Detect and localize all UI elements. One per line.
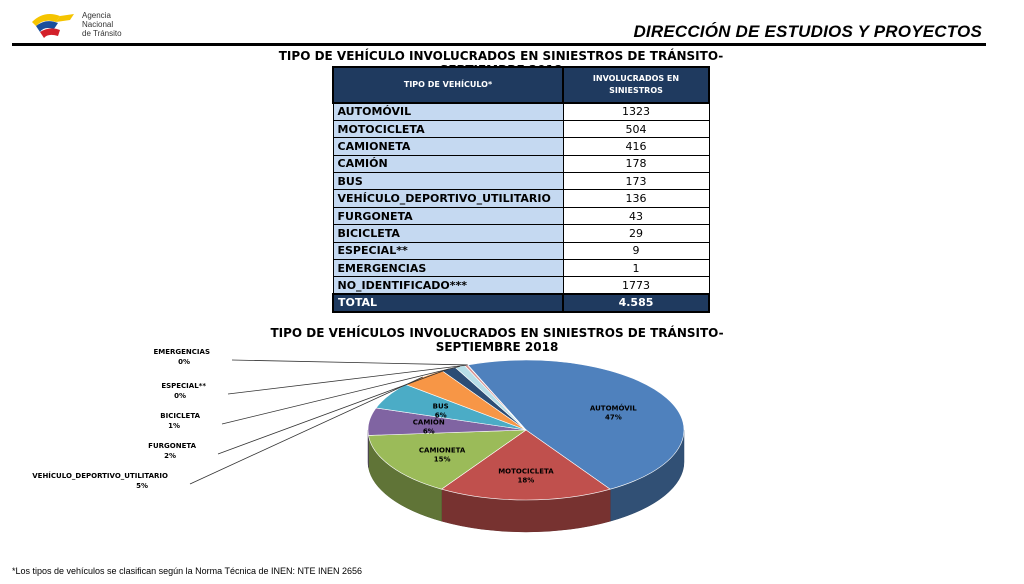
table-row bbox=[333, 120, 709, 137]
pie-percent-6: 2% bbox=[164, 452, 176, 460]
table-header-row bbox=[333, 67, 709, 103]
pie-percent-1: 18% bbox=[517, 476, 535, 485]
table-cell-type: ESPECIAL** bbox=[333, 242, 563, 259]
pie-label-1: MOTOCICLETA bbox=[498, 467, 554, 476]
table-cell-type: NO_IDENTIFICADO*** bbox=[333, 277, 563, 294]
pie-percent-8: 0% bbox=[174, 392, 186, 400]
pie-percent-7: 1% bbox=[168, 422, 180, 430]
callout-line-9 bbox=[232, 360, 468, 365]
pie-percent-4: 6% bbox=[434, 411, 447, 420]
pie-label-0: AUTOMÓVIL bbox=[589, 404, 637, 413]
department-title: DIRECCIÓN DE ESTUDIOS Y PROYECTOS bbox=[633, 22, 982, 41]
table-row bbox=[333, 225, 709, 242]
agency-logo-icon bbox=[30, 8, 80, 42]
pie-label-2: CAMIONETA bbox=[418, 446, 466, 455]
table-row bbox=[333, 155, 709, 172]
table-cell-value: 1773 bbox=[563, 277, 709, 294]
table-cell-value: 1 bbox=[563, 260, 709, 277]
table-cell-value: 1323 bbox=[563, 103, 709, 120]
table-row bbox=[333, 173, 709, 190]
pie-label-3: CAMIÓN bbox=[412, 418, 445, 427]
table-cell-value: 416 bbox=[563, 138, 709, 155]
table-cell-value: 136 bbox=[563, 190, 709, 207]
pie-percent-3: 6% bbox=[422, 427, 435, 436]
table-cell-type: CAMIONETA bbox=[333, 138, 563, 155]
table-cell-type: BUS bbox=[333, 173, 563, 190]
table-cell-type: EMERGENCIAS bbox=[333, 260, 563, 277]
table-cell-value: 9 bbox=[563, 242, 709, 259]
pie-percent-2: 15% bbox=[433, 455, 451, 464]
table-row bbox=[333, 207, 709, 224]
pie-label-6: FURGONETA bbox=[148, 442, 196, 450]
vehicle-table bbox=[332, 66, 710, 313]
table-cell-type: VEHÍCULO_DEPORTIVO_UTILITARIO bbox=[333, 190, 563, 207]
table-row bbox=[333, 103, 709, 120]
table-cell-type: CAMIÓN bbox=[333, 155, 563, 172]
table-cell-type: BICICLETA bbox=[333, 225, 563, 242]
chart-title: TIPO DE VEHÍCULOS INVOLUCRADOS EN SINIESTROS DE TRÁNSITO- SEPTIEMBRE 2018 bbox=[270, 326, 724, 354]
table-cell-type: FURGONETA bbox=[333, 207, 563, 224]
pie-label-8: ESPECIAL** bbox=[161, 382, 206, 390]
table-cell-type: MOTOCICLETA bbox=[333, 120, 563, 137]
pie-label-5: VEHÍCULO_DEPORTIVO_UTILITARIO bbox=[32, 472, 168, 480]
table-row bbox=[333, 242, 709, 259]
pie-label-7: BICICLETA bbox=[160, 412, 200, 420]
pie-percent-9: 0% bbox=[178, 358, 190, 366]
agency-logo bbox=[30, 8, 150, 42]
table-header-vehicle-type: TIPO DE VEHÍCULO* bbox=[333, 67, 563, 103]
pie-chart bbox=[0, 340, 1024, 560]
pie-percent-5: 5% bbox=[136, 482, 148, 490]
table-cell-value: 43 bbox=[563, 207, 709, 224]
table-title: TIPO DE VEHÍCULO INVOLUCRADOS EN SINIESTROS DE TRÁNSITO- bbox=[278, 49, 724, 63]
header-divider bbox=[12, 43, 986, 46]
agency-name-line1: Agencia bbox=[82, 11, 111, 20]
pie-label-9: EMERGENCIAS bbox=[153, 348, 210, 356]
table-cell-type: AUTOMÓVIL bbox=[333, 103, 563, 120]
table-cell-value: 504 bbox=[563, 120, 709, 137]
pie-percent-0: 47% bbox=[604, 413, 622, 422]
table-cell-value: 173 bbox=[563, 173, 709, 190]
table-row bbox=[333, 190, 709, 207]
table-total-value: 4.585 bbox=[563, 294, 709, 311]
table-total-label: TOTAL bbox=[333, 294, 563, 311]
table-row bbox=[333, 260, 709, 277]
footnote: *Los tipos de vehículos se clasifican según la Norma Técnica de INEN: NTE INEN 2656 bbox=[12, 566, 363, 576]
table-cell-value: 29 bbox=[563, 225, 709, 242]
table-row bbox=[333, 138, 709, 155]
agency-name-line2: Nacional bbox=[82, 20, 114, 29]
pie-label-4: BUS bbox=[432, 402, 449, 411]
table-total-row bbox=[333, 294, 709, 311]
table-row bbox=[333, 277, 709, 294]
table-header-involved: INVOLUCRADOS EN SINIESTROS bbox=[563, 67, 709, 103]
agency-name-line3: de Tránsito bbox=[82, 29, 122, 38]
table-cell-value: 178 bbox=[563, 155, 709, 172]
agency-name bbox=[82, 11, 122, 38]
